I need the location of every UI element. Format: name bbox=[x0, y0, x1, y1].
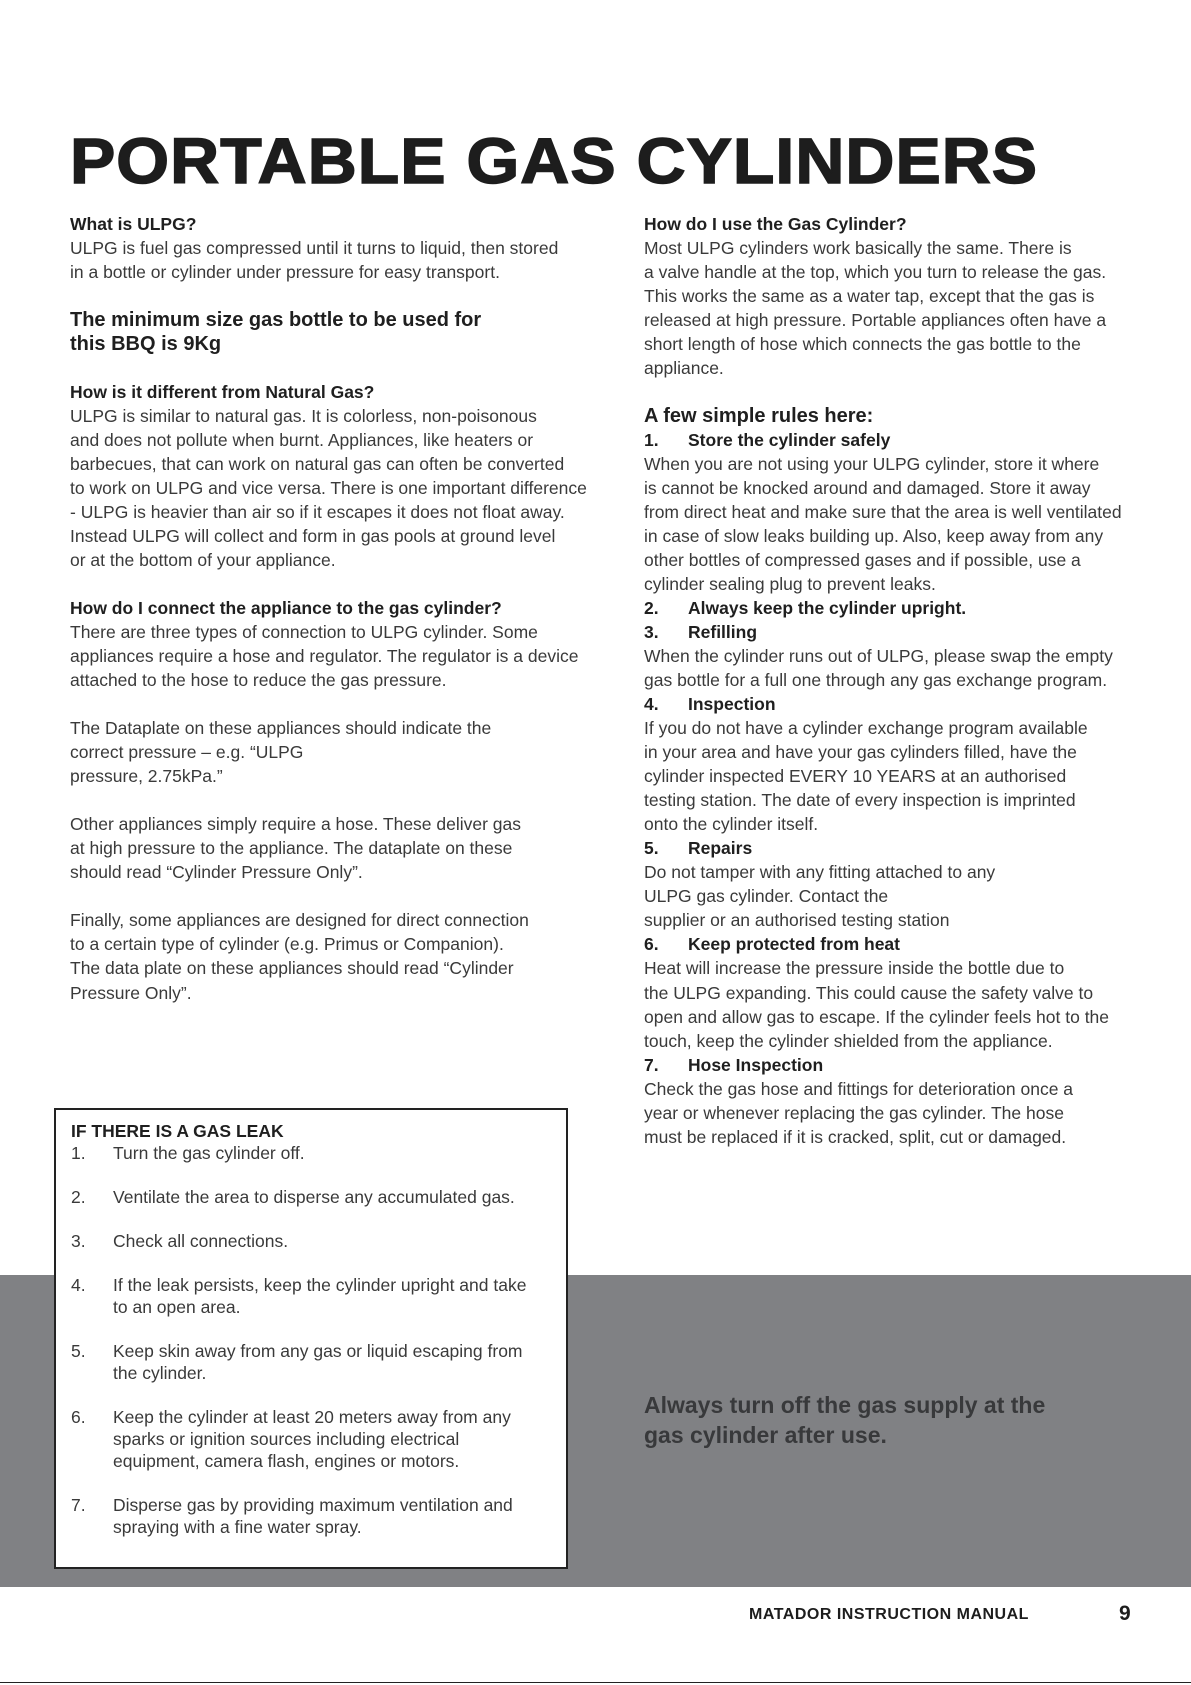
page-number: 9 bbox=[1119, 1602, 1131, 1625]
item-text: Check all connections. bbox=[113, 1231, 289, 1251]
text-line: ULPG gas cylinder. Contact the bbox=[644, 886, 889, 907]
rule-title: Refilling bbox=[688, 622, 758, 643]
numbered-rule bbox=[644, 428, 1184, 452]
text-line: There are three types of connection to ULPG cylinder. Some bbox=[70, 622, 538, 643]
section-heading: The minimum size gas bottle to be used for bbox=[70, 309, 482, 332]
text-line: The Dataplate on these appliances should indicate the bbox=[70, 718, 492, 739]
numbered-rule bbox=[644, 620, 1184, 644]
gas-leak-item bbox=[71, 1516, 526, 1538]
text-line: pressure, 2.75kPa.” bbox=[70, 766, 223, 787]
spacer bbox=[70, 884, 630, 908]
spacer bbox=[71, 1472, 526, 1494]
item-text: Turn the gas cylinder off. bbox=[113, 1143, 305, 1163]
gas-leak-item bbox=[71, 1340, 526, 1362]
safety-callout bbox=[644, 1390, 1045, 1450]
text-line: attached to the hose to reduce the gas pressure. bbox=[70, 670, 447, 691]
item-text: spraying with a fine water spray. bbox=[113, 1517, 362, 1537]
text-line: the ULPG expanding. This could cause the safety valve to bbox=[644, 982, 1094, 1003]
spacer bbox=[644, 380, 1184, 404]
section-heading: A few simple rules here: bbox=[644, 405, 874, 428]
spacer bbox=[70, 572, 630, 596]
text-line: cylinder inspected EVERY 10 YEARS at an authorised bbox=[644, 766, 1067, 787]
text-line: ULPG is similar to natural gas. It is colorless, non-poisonous bbox=[70, 406, 537, 427]
item-text: If the leak persists, keep the cylinder upright and take bbox=[113, 1275, 527, 1295]
text-line: from direct heat and make sure that the area is well ventilated bbox=[644, 502, 1122, 523]
gas-leak-item bbox=[71, 1296, 526, 1318]
item-number: 2. bbox=[71, 1187, 86, 1207]
spacer bbox=[71, 1208, 526, 1230]
text-line: to work on ULPG and vice versa. There is one important difference bbox=[70, 478, 587, 499]
rule-title: Keep protected from heat bbox=[688, 934, 900, 955]
section-heading: What is ULPG? bbox=[70, 214, 197, 234]
left-column bbox=[70, 212, 630, 1005]
text-line: When the cylinder runs out of ULPG, please swap the empty bbox=[644, 646, 1113, 667]
right-column bbox=[644, 212, 1184, 1149]
spacer bbox=[70, 692, 630, 716]
gas-leak-item bbox=[71, 1428, 526, 1450]
numbered-rule bbox=[644, 1053, 1184, 1077]
footer-manual-title: MATADOR INSTRUCTION MANUAL bbox=[749, 1606, 1029, 1623]
callout-line-2: gas cylinder after use. bbox=[644, 1422, 887, 1448]
text-line: When you are not using your ULPG cylinder, store it where bbox=[644, 454, 1100, 475]
text-line: This works the same as a water tap, except that the gas is bbox=[644, 286, 1095, 307]
gas-leak-item bbox=[71, 1494, 526, 1516]
rule-title: Repairs bbox=[688, 838, 753, 859]
text-line: in case of slow leaks building up. Also, keep away from any bbox=[644, 526, 1104, 547]
item-text: sparks or ignition sources including electrical bbox=[113, 1429, 460, 1449]
text-line: a valve handle at the top, which you turn to release the gas. bbox=[644, 262, 1107, 283]
spacer bbox=[71, 1252, 526, 1274]
section-heading: How do I connect the appliance to the gas cylinder? bbox=[70, 598, 502, 619]
text-line: and does not pollute when burnt. Appliances, like heaters or bbox=[70, 430, 534, 451]
text-line: must be replaced if it is cracked, split, cut or damaged. bbox=[644, 1126, 1067, 1147]
text-line: Pressure Only”. bbox=[70, 982, 192, 1003]
text-line: Heat will increase the pressure inside the bottle due to bbox=[644, 958, 1065, 979]
rule-title: Hose Inspection bbox=[688, 1054, 824, 1075]
gas-leak-item bbox=[71, 1230, 526, 1252]
text-line: short length of hose which connects the gas bottle to the bbox=[644, 334, 1081, 355]
numbered-rule bbox=[644, 836, 1184, 860]
rule-number: 7. bbox=[644, 1054, 659, 1075]
gas-leak-box bbox=[54, 1108, 568, 1569]
rule-title: Always keep the cylinder upright. bbox=[688, 598, 967, 619]
bottom-rule bbox=[0, 1682, 1191, 1683]
text-line: Most ULPG cylinders work basically the same. There is bbox=[644, 238, 1072, 259]
spacer bbox=[70, 356, 630, 380]
section-heading: How do I use the Gas Cylinder? bbox=[644, 214, 907, 234]
text-line: at high pressure to the appliance. The dataplate on these bbox=[70, 838, 513, 859]
text-line: in your area and have your gas cylinders filled, have the bbox=[644, 742, 1077, 763]
text-line: If you do not have a cylinder exchange program available bbox=[644, 718, 1088, 739]
text-line: gas bottle for a full one through any gas exchange program. bbox=[644, 670, 1108, 691]
text-line: testing station. The date of every inspection is imprinted bbox=[644, 790, 1076, 811]
text-line: open and allow gas to escape. If the cylinder feels hot to the bbox=[644, 1006, 1110, 1027]
gas-leak-item bbox=[71, 1362, 526, 1384]
text-line: Other appliances simply require a hose. These deliver gas bbox=[70, 814, 522, 835]
gas-leak-item bbox=[71, 1186, 526, 1208]
text-line: other bottles of compressed gases and if possible, use a bbox=[644, 550, 1081, 571]
text-line: touch, keep the cylinder shielded from the appliance. bbox=[644, 1030, 1053, 1051]
numbered-rule bbox=[644, 596, 1184, 620]
rule-number: 1. bbox=[644, 430, 659, 451]
text-line: Instead ULPG will collect and form in gas pools at ground level bbox=[70, 526, 556, 547]
item-number: 6. bbox=[71, 1407, 86, 1427]
spacer bbox=[70, 788, 630, 812]
text-line: Do not tamper with any fitting attached to any bbox=[644, 862, 996, 883]
spacer bbox=[71, 1318, 526, 1340]
item-text: equipment, camera flash, engines or motors. bbox=[113, 1451, 460, 1471]
gas-leak-item bbox=[71, 1406, 526, 1428]
gas-leak-heading: IF THERE IS A GAS LEAK bbox=[71, 1121, 284, 1141]
section-heading: How is it different from Natural Gas? bbox=[70, 382, 375, 403]
item-text: Keep the cylinder at least 20 meters away from any bbox=[113, 1407, 511, 1427]
spacer bbox=[70, 284, 630, 308]
text-line: - ULPG is heavier than air so if it escapes it does not float away. bbox=[70, 502, 565, 523]
text-line: ULPG is fuel gas compressed until it turns to liquid, then stored bbox=[70, 238, 559, 259]
item-number: 1. bbox=[71, 1143, 86, 1163]
item-text: Disperse gas by providing maximum ventilation and bbox=[113, 1495, 513, 1515]
rule-title: Store the cylinder safely bbox=[688, 430, 891, 451]
section-heading: this BBQ is 9Kg bbox=[70, 333, 222, 356]
item-text: the cylinder. bbox=[113, 1363, 207, 1383]
item-number: 7. bbox=[71, 1495, 86, 1515]
text-line: released at high pressure. Portable appliances often have a bbox=[644, 310, 1107, 331]
rule-number: 3. bbox=[644, 622, 659, 643]
gas-leak-item bbox=[71, 1274, 526, 1296]
text-line: The data plate on these appliances should read “Cylinder bbox=[70, 958, 514, 979]
text-line: Finally, some appliances are designed for direct connection bbox=[70, 910, 529, 931]
text-line: cylinder sealing plug to prevent leaks. bbox=[644, 574, 936, 595]
gas-leak-item bbox=[71, 1142, 526, 1164]
item-number: 5. bbox=[71, 1341, 86, 1361]
text-line: correct pressure – e.g. “ULPG bbox=[70, 742, 304, 763]
spacer bbox=[71, 1384, 526, 1406]
text-line: to a certain type of cylinder (e.g. Primus or Companion). bbox=[70, 934, 504, 955]
rule-title: Inspection bbox=[688, 694, 776, 715]
numbered-rule bbox=[644, 932, 1184, 956]
item-number: 3. bbox=[71, 1231, 86, 1251]
spacer bbox=[71, 1164, 526, 1186]
numbered-rule bbox=[644, 692, 1184, 716]
text-line: Check the gas hose and fittings for deterioration once a bbox=[644, 1078, 1074, 1099]
text-line: appliance. bbox=[644, 358, 724, 379]
gas-leak-item bbox=[71, 1450, 526, 1472]
rule-number: 5. bbox=[644, 838, 659, 859]
rule-number: 2. bbox=[644, 598, 659, 619]
text-line: barbecues, that can work on natural gas can often be converted bbox=[70, 454, 565, 475]
item-text: Ventilate the area to disperse any accumulated gas. bbox=[113, 1187, 515, 1207]
rule-number: 6. bbox=[644, 934, 659, 955]
text-line: is cannot be knocked around and damaged. Store it away bbox=[644, 478, 1091, 499]
item-number: 4. bbox=[71, 1275, 86, 1295]
text-line: appliances require a hose and regulator. The regulator is a device bbox=[70, 646, 579, 667]
text-line: year or whenever replacing the gas cylinder. The hose bbox=[644, 1102, 1064, 1123]
text-line: should read “Cylinder Pressure Only”. bbox=[70, 862, 363, 883]
text-line: onto the cylinder itself. bbox=[644, 814, 819, 835]
text-line: in a bottle or cylinder under pressure for easy transport. bbox=[70, 262, 500, 283]
item-text: to an open area. bbox=[113, 1297, 241, 1317]
page-title: PORTABLE GAS CYLINDERS bbox=[70, 125, 1039, 197]
callout-line-1: Always turn off the gas supply at the bbox=[644, 1392, 1046, 1418]
text-line: or at the bottom of your appliance. bbox=[70, 550, 336, 571]
rule-number: 4. bbox=[644, 694, 659, 715]
item-text: Keep skin away from any gas or liquid escaping from bbox=[113, 1341, 523, 1361]
text-line: supplier or an authorised testing station bbox=[644, 910, 950, 931]
